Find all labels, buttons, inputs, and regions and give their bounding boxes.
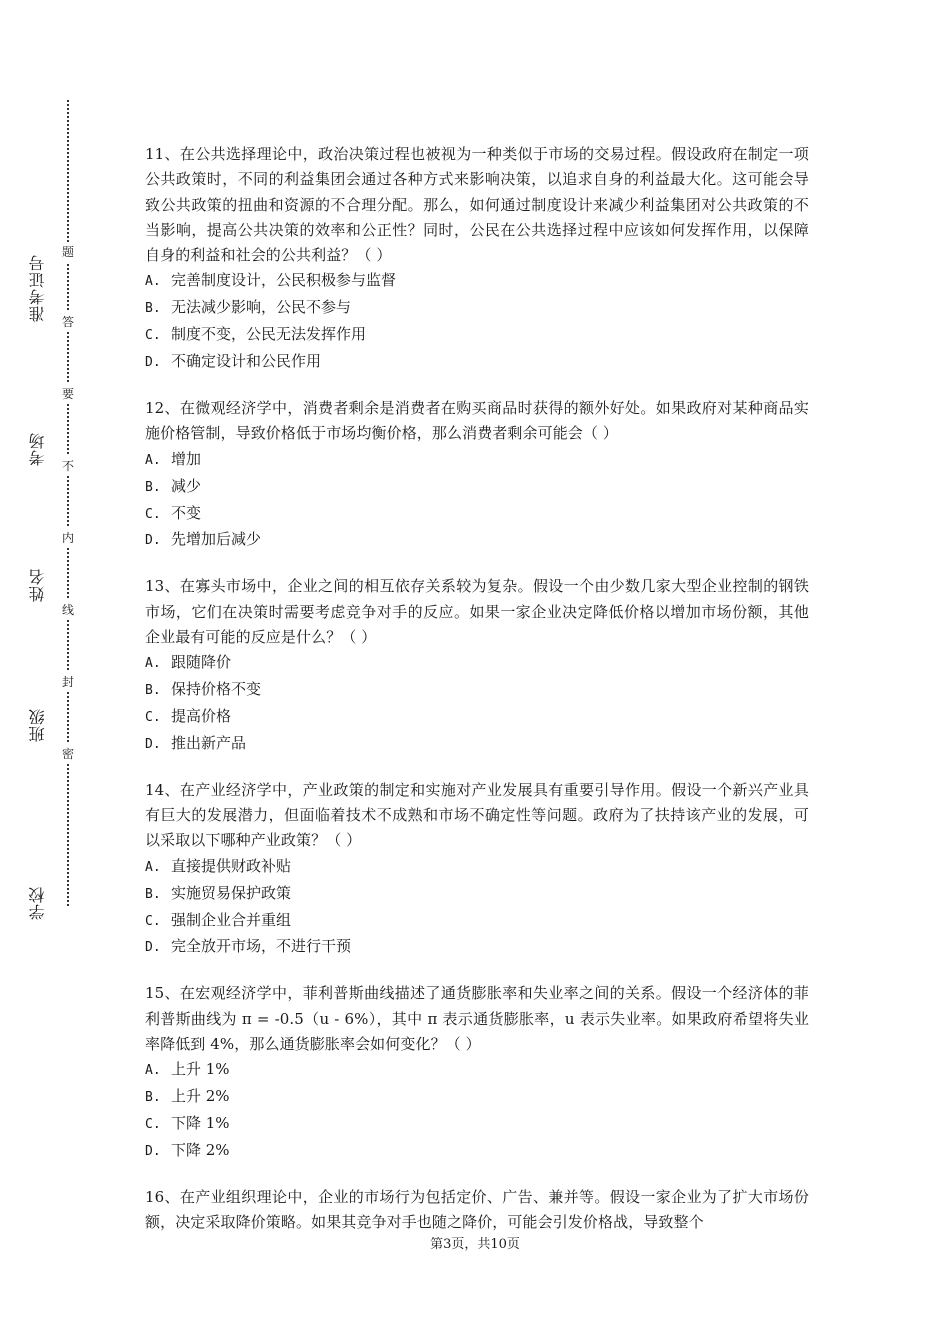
option-c[interactable] (145, 1111, 809, 1138)
field-name: 姓名 (20, 566, 56, 604)
option-text: 保持价格不变 (171, 680, 262, 699)
seal-char: 内 (58, 528, 78, 548)
field-exam-room: 考场 (20, 430, 56, 468)
option-d[interactable] (145, 349, 809, 376)
option-text: 提高价格 (171, 707, 232, 726)
option-a[interactable] (145, 1057, 809, 1084)
option-a[interactable] (145, 650, 809, 677)
question-14 (145, 778, 809, 962)
option-letter: D. (145, 940, 161, 956)
question-stem: 13、在寡头市场中，企业之间的相互依存关系较为复杂。假设一个由少数几家大型企业控制的钢铁市场，它们在决策时需要考虑竞争对手的反应。如果一家企业决定降低价格以增加市场份额，其他企业最有可能的反应是什么？（ ） (145, 577, 809, 646)
seal-char: 封 (58, 672, 78, 692)
option-text: 跟随降价 (171, 653, 232, 672)
option-text: 制度不变，公民无法发挥作用 (171, 325, 367, 344)
option-d[interactable] (145, 1138, 809, 1165)
option-b[interactable] (145, 295, 809, 322)
option-b[interactable] (145, 881, 809, 908)
option-letter: A. (145, 1063, 161, 1079)
question-list (145, 142, 809, 1255)
option-c[interactable] (145, 704, 809, 731)
option-d[interactable] (145, 527, 809, 554)
option-letter: C. (145, 1117, 161, 1133)
option-letter: C. (145, 506, 161, 522)
page-footer (0, 1233, 950, 1252)
option-b[interactable] (145, 1084, 809, 1111)
seal-char: 线 (58, 600, 78, 620)
option-a[interactable] (145, 854, 809, 881)
seal-char: 题 (58, 242, 78, 262)
field-class: 班级 (20, 706, 56, 744)
option-letter: D. (145, 1143, 161, 1159)
question-stem: 15、在宏观经济学中，菲利普斯曲线描述了通货膨胀率和失业率之间的关系。假设一个经济体的菲利普斯曲线为 π = -0.5（u - 6%），其中 π 表示通货膨胀率，u 表示失业率。如果政府希望将失业率降低到 4%，那么通货膨胀率会如何变化？（ ） (145, 984, 809, 1053)
option-letter: D. (145, 355, 161, 371)
question-11 (145, 142, 809, 376)
option-text: 下降 2% (171, 1140, 230, 1159)
option-text: 推出新产品 (171, 733, 247, 752)
seal-char: 密 (58, 744, 78, 764)
option-letter: B. (145, 1090, 161, 1106)
option-text: 不确定设计和公民作用 (171, 352, 322, 371)
option-letter: C. (145, 710, 161, 726)
option-letter: C. (145, 913, 161, 929)
option-text: 增加 (171, 449, 202, 468)
option-c[interactable] (145, 908, 809, 935)
option-list (145, 1057, 809, 1165)
option-list (145, 268, 809, 376)
seal-char: 要 (58, 384, 78, 404)
option-text: 上升 1% (171, 1060, 230, 1079)
option-text: 不变 (171, 503, 202, 522)
option-text: 直接提供财政补贴 (171, 856, 292, 875)
question-stem: 16、在产业组织理论中，企业的市场行为包括定价、广告、兼并等。假设一家企业为了扩大市场份额，决定采取降价策略。如果其竞争对手也随之降价，可能会引发价格战，导致整个 (145, 1187, 809, 1232)
option-letter: D. (145, 736, 161, 752)
question-12 (145, 396, 809, 554)
option-letter: C. (145, 328, 161, 344)
field-school: 学校 (20, 884, 56, 922)
binding-margin-fields (20, 84, 56, 929)
option-a[interactable] (145, 447, 809, 474)
question-stem: 12、在微观经济学中，消费者剩余是消费者在购买商品时获得的额外好处。如果政府对某种商品实施价格管制，导致价格低于市场均衡价格，那么消费者剩余可能会（ ） (145, 399, 809, 443)
option-text: 上升 2% (171, 1087, 230, 1106)
option-list (145, 650, 809, 758)
option-text: 强制企业合并重组 (171, 910, 292, 929)
option-b[interactable] (145, 677, 809, 704)
option-letter: B. (145, 886, 161, 902)
option-text: 下降 1% (171, 1114, 230, 1133)
option-a[interactable] (145, 268, 809, 295)
option-letter: A. (145, 656, 161, 672)
page-number: 第3页，共10页 (430, 1237, 520, 1252)
option-text: 无法减少影响，公民不参与 (171, 298, 352, 317)
option-list (145, 447, 809, 555)
question-15 (145, 981, 809, 1165)
option-text: 先增加后减少 (171, 530, 262, 549)
question-16 (145, 1185, 809, 1236)
option-b[interactable] (145, 474, 809, 501)
option-text: 完全放开市场，不进行干预 (171, 937, 352, 956)
option-letter: B. (145, 301, 161, 317)
seal-dotted-line (67, 100, 69, 906)
question-stem: 14、在产业经济学中，产业政策的制定和实施对产业发展具有重要引导作用。假设一个新兴产业具有巨大的发展潜力，但面临着技术不成熟和市场不确定性等问题。政府为了扶持该产业的发展，可以采取以下哪种产业政策？（ ） (145, 780, 809, 850)
option-letter: D. (145, 533, 161, 549)
question-stem: 11、在公共选择理论中，政治决策过程也被视为一种类似于市场的交易过程。假设政府在制定一项公共政策时，不同的利益集团会通过各种方式来影响决策，以追求自身的利益最大化。这可能会导致公共政策的扭曲和资源的不合理分配。那么，如何通过制度设计来减少利益集团对公共政策的不当影响，提高公共决策的效率和公正性？同时，公民在公共选择过程中应该如何发挥作用，以保障自身的利益和社会的公共利益？（ ） (145, 145, 809, 265)
option-text: 完善制度设计，公民积极参与监督 (171, 271, 397, 290)
option-letter: A. (145, 452, 161, 468)
option-list (145, 854, 809, 962)
option-letter: B. (145, 683, 161, 699)
option-text: 实施贸易保护政策 (171, 883, 292, 902)
option-letter: B. (145, 479, 161, 495)
option-d[interactable] (145, 731, 809, 758)
option-letter: A. (145, 859, 161, 875)
option-d[interactable] (145, 934, 809, 961)
option-c[interactable] (145, 322, 809, 349)
option-letter: A. (145, 274, 161, 290)
question-13 (145, 574, 809, 758)
option-c[interactable] (145, 501, 809, 528)
field-exam-number: 准考证号 (20, 252, 56, 324)
option-text: 减少 (171, 476, 202, 495)
seal-char: 不 (58, 456, 78, 476)
seal-char: 答 (58, 312, 78, 332)
